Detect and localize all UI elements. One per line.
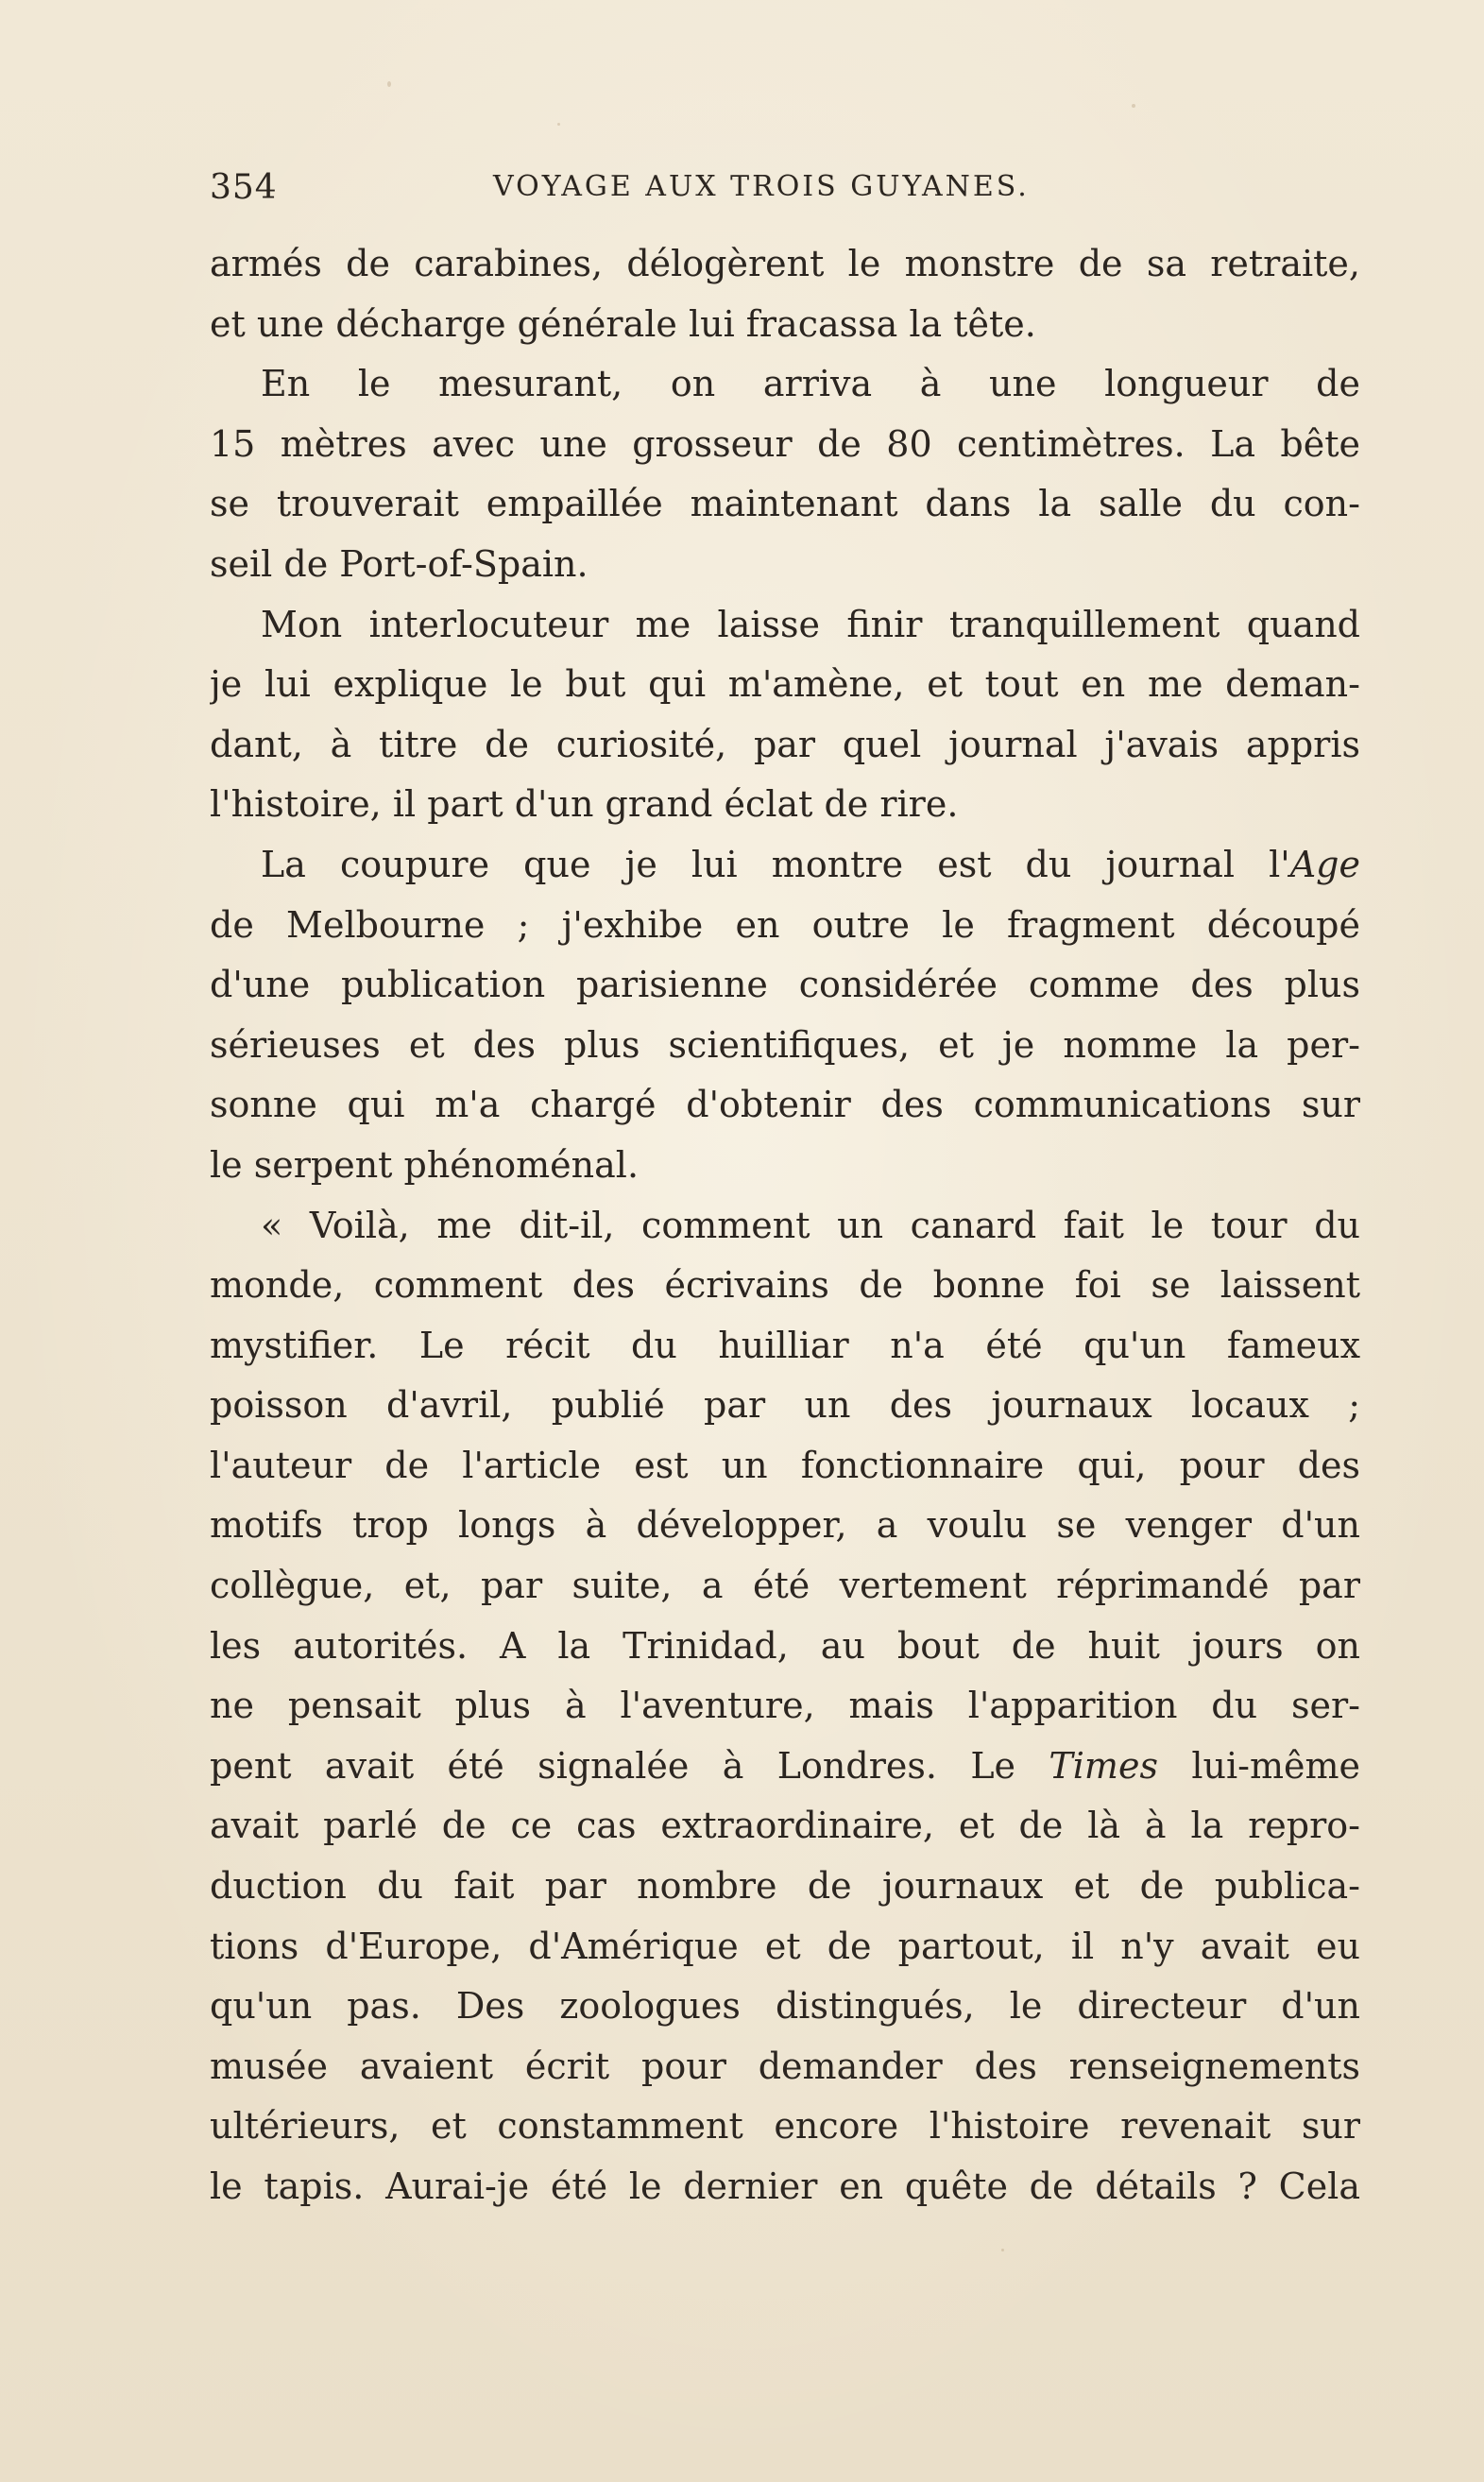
text-segment: lui-même bbox=[1157, 1744, 1360, 1787]
text-line: le serpent phénoménal. bbox=[210, 1143, 640, 1186]
text-line: En le mesurant, on arriva à une longueur de bbox=[261, 363, 1360, 405]
text-line: ne pensait plus à l'aventure, mais l'apparition du ser- bbox=[210, 1685, 1360, 1727]
italic-title: Age bbox=[1289, 843, 1360, 885]
text-line: duction du fait par nombre de journaux et de publica- bbox=[210, 1865, 1360, 1908]
text-line: Mon interlocuteur me laisse finir tranquillement quand bbox=[261, 603, 1360, 645]
text-line: poisson d'avril, publié par un des journaux locaux ; bbox=[210, 1384, 1360, 1427]
text-line: seil de Port-of-Spain. bbox=[210, 542, 588, 585]
text-line: l'histoire, il part d'un grand éclat de rire. bbox=[210, 783, 959, 826]
paper-spot bbox=[557, 123, 560, 126]
text-segment: pent avait été signalée à Londres. Le bbox=[210, 1744, 1049, 1787]
text-segment: La coupure que je lui montre est du journal l' bbox=[261, 843, 1290, 885]
text-line: sonne qui m'a chargé d'obtenir des communications sur bbox=[210, 1084, 1360, 1126]
italic-title: Times bbox=[1049, 1744, 1158, 1787]
text-line bbox=[210, 835, 1360, 896]
text-line: motifs trop longs à développer, a voulu se venger d'un bbox=[210, 1504, 1360, 1547]
text-line: sérieuses et des plus scientifiques, et je nomme la per- bbox=[210, 1023, 1360, 1066]
paper-spot bbox=[1001, 2249, 1004, 2251]
text-line: collègue, et, par suite, a été vertement réprimandé par bbox=[210, 1565, 1360, 1607]
text-line: et une décharge générale lui fracassa la tête. bbox=[210, 302, 1036, 345]
text-line: se trouverait empaillée maintenant dans la salle du con- bbox=[210, 483, 1360, 525]
text-line: ultérieurs, et constamment encore l'histoire revenait sur bbox=[210, 2105, 1360, 2148]
text-line: armés de carabines, délogèrent le monstre de sa retraite, bbox=[210, 243, 1360, 284]
text-line: d'une publication parisienne considérée comme des plus bbox=[210, 964, 1360, 1006]
text-line: le tapis. Aurai-je été le dernier en quête de détails ? Cela bbox=[210, 2165, 1360, 2207]
text-line: mystifier. Le récit du huilliar n'a été qu'un fameux bbox=[210, 1324, 1360, 1366]
text-line: monde, comment des écrivains de bonne foi se laissent bbox=[210, 1264, 1360, 1307]
text-line: les autorités. A la Trinidad, au bout de huit jours on bbox=[210, 1624, 1360, 1667]
running-header bbox=[210, 168, 1358, 225]
text-line bbox=[210, 1737, 1360, 1797]
text-line: je lui explique le but qui m'amène, et tout en me deman- bbox=[210, 663, 1360, 706]
text-line: « Voilà, me dit-il, comment un canard fait le tour du bbox=[261, 1204, 1360, 1246]
text-line: musée avaient écrit pour demander des renseignements bbox=[210, 2045, 1360, 2087]
text-line: tions d'Europe, d'Amérique et de partout, il n'y avait eu bbox=[210, 1925, 1360, 1967]
body-text bbox=[210, 234, 1360, 2217]
paper-spot bbox=[1132, 104, 1135, 108]
text-line: dant, à titre de curiosité, par quel journal j'avais appris bbox=[210, 723, 1360, 765]
text-line: 15 mètres avec une grosseur de 80 centimètres. La bête bbox=[210, 422, 1360, 465]
running-title: VOYAGE AUX TROIS GUYANES. bbox=[493, 170, 1030, 203]
text-line: qu'un pas. Des zoologues distingués, le directeur d'un bbox=[210, 1985, 1360, 2028]
text-line: avait parlé de ce cas extraordinaire, et de là à la repro- bbox=[210, 1805, 1360, 1847]
text-line: l'auteur de l'article est un fonctionnaire qui, pour des bbox=[210, 1444, 1360, 1486]
paper-spot bbox=[387, 81, 391, 87]
page-number: 354 bbox=[210, 168, 278, 207]
text-line: de Melbourne ; j'exhibe en outre le fragment découpé bbox=[210, 903, 1360, 946]
